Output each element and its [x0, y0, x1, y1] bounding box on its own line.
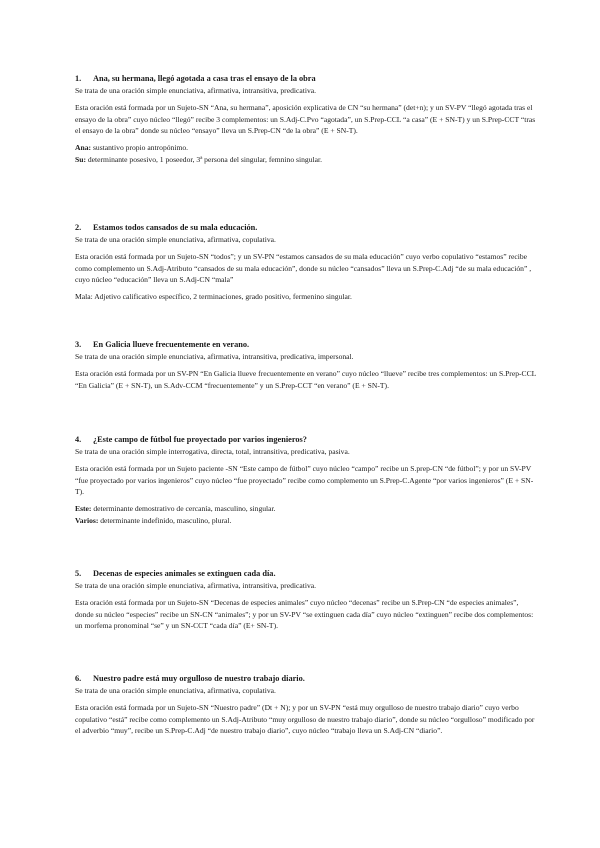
section-1 — [75, 73, 537, 166]
section-5 — [75, 568, 537, 632]
note-line — [75, 503, 537, 515]
section-2 — [75, 222, 537, 303]
note-term: Este: — [75, 504, 92, 514]
section-heading — [75, 222, 537, 234]
note-text: Mala: Adjetivo calificativo específico, 2 terminaciones, grado positivo, fermenino singular. — [75, 292, 352, 302]
note-text: determinante posesivo, 1 poseedor, 3ª persona del singular, femnino singular. — [85, 154, 322, 164]
section-title: Ana, su hermana, llegó agotada a casa tras el ensayo de la obra — [93, 74, 316, 83]
classification-text: Se trata de una oración simple enunciativa, afirmativa, intransitiva, predicativa. — [75, 581, 317, 590]
analysis-text: Esta oración está formada por un Sujeto-SN “Decenas de especies animales” cuyo núcleo “decenas” recibe un S.Prep-CN “de especies animales”, donde su núcleo “especies” recibe un SN-CN “animales”; y por un SV-PV “se extinguen cada día” cuyo núcleo “extinguen” recibe dos complementos: un morfema pronominal “se” y un SN-CCT “cada día” (E+ SN-T). — [75, 597, 534, 631]
analysis-text: Esta oración está formada por un Sujeto-SN “todos”; y un SV-PN “estamos cansados de su mala educación” cuyo verbo copulativo “estamos” recibe como complemento un S.Adj-Atributo “cansados de su mala educación”, donde su núcleo “cansados” lleva un S.Prep-C.Adj “de su mala educación” , cuyo núcleo “educación” lleva un S.Adj-CN “mala” — [75, 251, 532, 285]
note-text: sustantivo propio antropónimo. — [91, 143, 189, 153]
section-number: 4. — [75, 435, 82, 444]
section-title: En Galicia llueve frecuentemente en verano. — [93, 340, 250, 349]
section-number: 1. — [75, 74, 82, 83]
section-title: Decenas de especies animales se extinguen cada día. — [93, 569, 276, 578]
note-text: determinante indefinido, masculino, plural. — [98, 515, 232, 525]
section-6 — [75, 673, 537, 737]
section-title: ¿Este campo de fútbol fue proyectado por varios ingenieros? — [93, 435, 307, 444]
section-heading — [75, 73, 537, 85]
classification-text: Se trata de una oración simple enunciativa, afirmativa, copulativa. — [75, 235, 276, 244]
note-term: Ana: — [75, 143, 92, 153]
section-number: 5. — [75, 569, 82, 578]
section-number: 2. — [75, 223, 82, 232]
section-title: Nuestro padre está muy orgulloso de nuestro trabajo diario. — [93, 674, 305, 683]
analysis-text: Esta oración está formada por un Sujeto paciente -SN “Este campo de fútbol” cuyo núcleo “campo” recibe un S.prep-CN “de fútbol”; y por un SV-PV “fue proyectado por varios ingenieros” cuyo núcleo “fue proyectado” recibe como complemento un S.Prep-C.Agente “por varios ingenieros” (E + SN-T). — [75, 463, 534, 497]
note-term: Varios: — [75, 515, 99, 525]
section-heading — [75, 434, 537, 446]
note-line — [75, 291, 537, 303]
classification-text: Se trata de una oración simple interrogativa, directa, total, intransitiva, predicativa, pasiva. — [75, 447, 350, 456]
note-line — [75, 154, 537, 166]
section-heading — [75, 568, 537, 580]
classification-text: Se trata de una oración simple enunciativa, afirmativa, intransitiva, predicativa, impersonal. — [75, 352, 354, 361]
classification-text: Se trata de una oración simple enunciativa, afirmativa, intransitiva, predicativa. — [75, 86, 317, 95]
section-title: Estamos todos cansados de su mala educación. — [93, 223, 258, 232]
section-4 — [75, 434, 537, 527]
classification-text: Se trata de una oración simple enunciativa, afirmativa, copulativa. — [75, 686, 276, 695]
section-heading — [75, 339, 537, 351]
section-number: 6. — [75, 674, 82, 683]
analysis-text: Esta oración está formada por un Sujeto-SN “Nuestro padre” (Dt + N); y por un SV-PN “está muy orgulloso de nuestro trabajo diario” cuyo verbo copulativo “está” recibe como complemento un S.Adj-Atributo “muy orgulloso de nuestro trabajo diario”, donde su núcleo “orgulloso” modificado por el adverbio “muy”, recibe un S.Prep-C.Adj “de nuestro trabajo diario”, cuyo núcleo “trabajo lleva un S.Adj-CN “diario”. — [75, 702, 535, 736]
note-text: determinante demostrativo de cercanía, masculino, singular. — [91, 504, 276, 514]
note-line — [75, 142, 537, 154]
section-3 — [75, 339, 537, 391]
analysis-text: Esta oración está formada por un Sujeto-SN “Ana, su hermana”, aposición explicativa de CN “su hermana” (det+n); y un SV-PV “llegó agotada tras el ensayo de la obra” cuyo núcleo “llegó” recibe 3 complementos: un S.Adj-C.Pvo “agotada”, un S.Prep-CCL “a casa” (E + SN-T) y un S.Prep-CCT “tras el ensayo de la obra” donde su núcleo “ensayo” lleva un S.Prep-CN “de la obra” (E + SN-T). — [75, 102, 536, 136]
section-heading — [75, 673, 537, 685]
note-term: Su: — [75, 154, 86, 164]
analysis-text: Esta oración está formada por un SV-PN “En Galicia llueve frecuentemente en verano” cuyo núcleo “llueve” recibe tres complementos: un S.Prep-CCL “En Galicia” (E + SN-T), un S.Adv-CCM “frecuentemente” y un S.Prep-CCT “en verano” (E + SN-T). — [75, 368, 537, 390]
note-line — [75, 515, 537, 527]
section-number: 3. — [75, 340, 82, 349]
